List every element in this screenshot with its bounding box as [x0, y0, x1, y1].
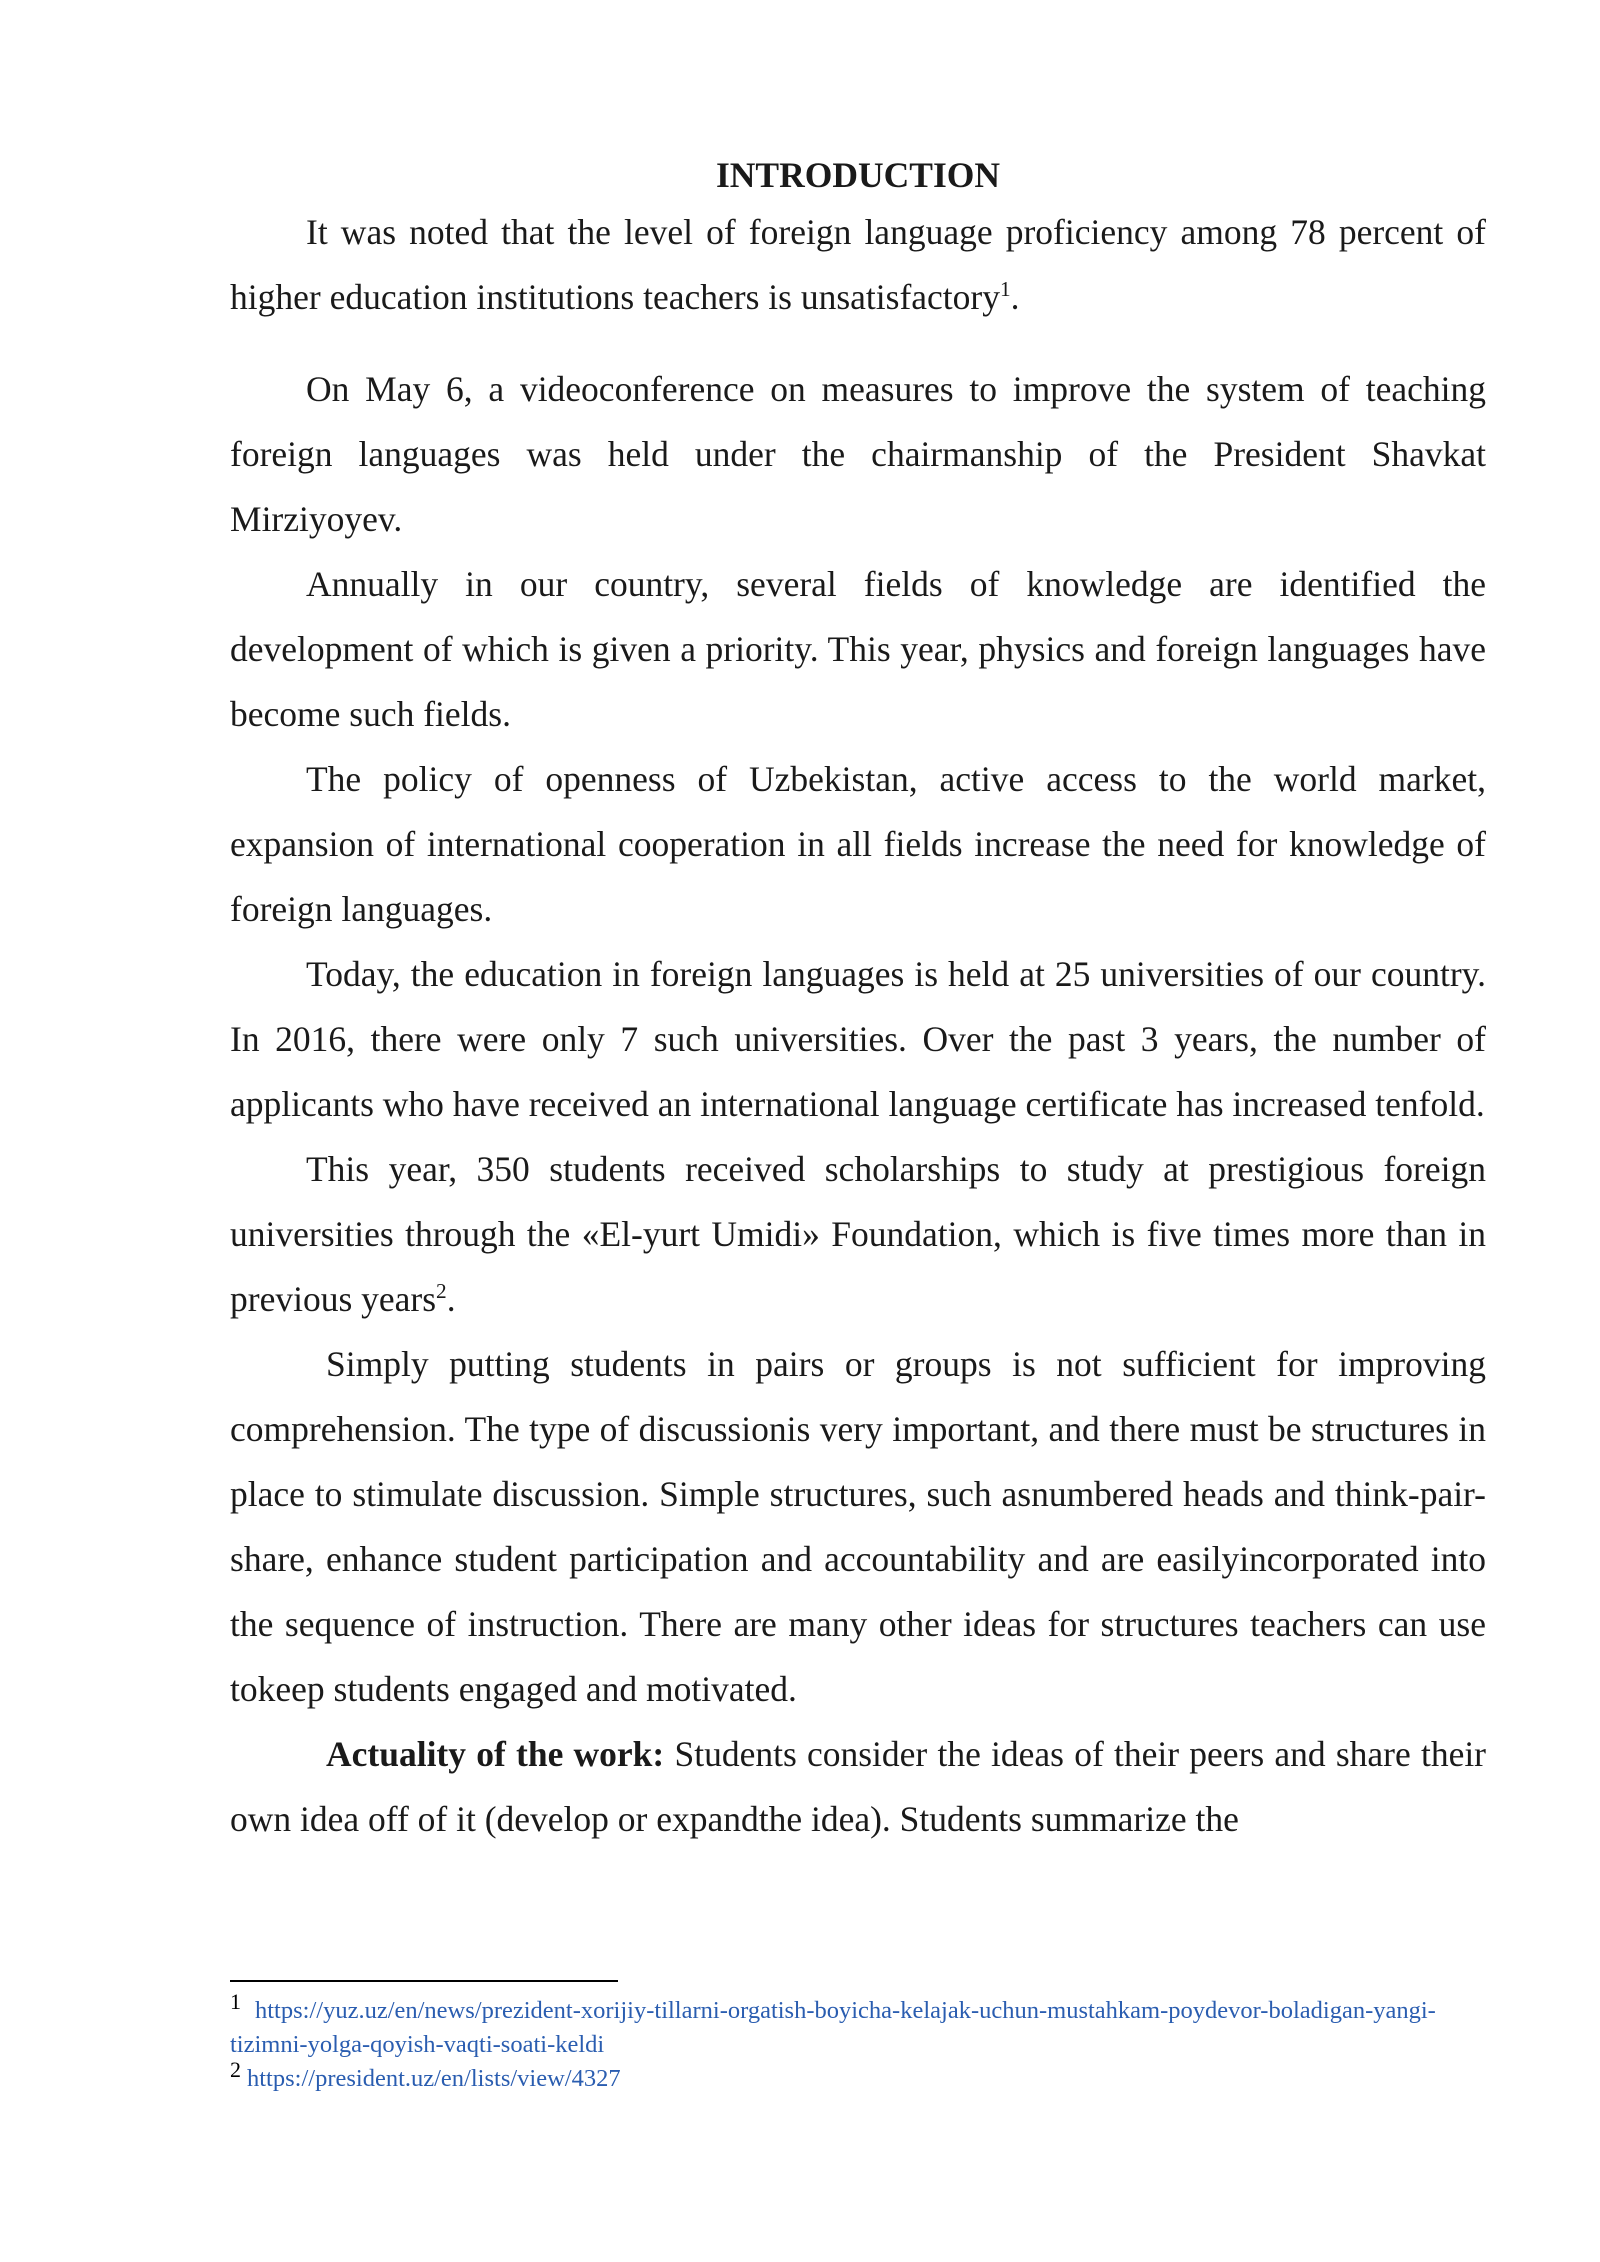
footnote-1: [230, 1988, 1486, 2062]
paragraph-2: On May 6, a videoconference on measures to improve the system of teaching foreign languages was held under the chairmanship of the President Shavkat Mirziyoyev.: [230, 369, 1486, 539]
footnote-2: [230, 2056, 1486, 2096]
footnotes-section: [230, 1980, 1486, 2096]
paragraph-3: Annually in our country, several fields of knowledge are identified the development of which is given a priority. This year, physics and foreign languages have become such fields.: [230, 564, 1486, 734]
paragraph-6-text: This year, 350 students received scholarships to study at prestigious foreign universities through the «El-yurt Umidi» Foundation, which is five times more than in previous years: [230, 1149, 1486, 1319]
actuality-heading: Actuality of the work:: [326, 1734, 665, 1774]
body-content: [230, 150, 1486, 1852]
paragraph-8-text: Students consider the ideas of their peers and share their own idea off of it (develop or expandthe idea). Students summarize the: [230, 1734, 1487, 1839]
paragraph-1-end: .: [1010, 277, 1020, 317]
footnote-separator: [230, 1980, 618, 1982]
paragraph-6: [230, 1137, 1486, 1332]
footnote-link-1[interactable]: https://yuz.uz/en/news/prezident-xorijiy-tillarni-orgatish-boyicha-kelajak-uchun-mustahkam-poydevor-boladigan-yangi-tizimni-yolga-qoyish-vaqti-soati-keldi: [230, 1997, 1436, 2058]
paragraph-7: Simply putting students in pairs or groups is not sufficient for improving comprehension. The type of discussionis very important, and there must be structures in place to stimulate discussion. Simple structures, such asnumbered heads and think-pair-share, enhance student participation and accountability and are easilyincorporated into the sequence of instruction. There are many other ideas for structures teachers can use tokeep students engaged and motivated.: [230, 1344, 1486, 1709]
paragraph-4: The policy of openness of Uzbekistan, active access to the world market, expansion of international cooperation in all fields increase the need for knowledge of foreign languages.: [230, 759, 1486, 929]
paragraph-6-end: .: [446, 1279, 456, 1319]
footnote-ref-1[interactable]: 1: [999, 277, 1011, 302]
paragraph-8: [230, 1722, 1486, 1852]
footnote-number-1: 1: [230, 1988, 241, 2014]
footnote-ref-2[interactable]: 2: [436, 1279, 447, 1304]
paragraph-1: [230, 200, 1486, 330]
footnote-link-2[interactable]: https://president.uz/en/lists/view/4327: [247, 2065, 621, 2092]
paragraph-5: Today, the education in foreign languages is held at 25 universities of our country. In 2016, there were only 7 such universities. Over the past 3 years, the number of applicants who have received an international language certificate has increased tenfold.: [230, 954, 1486, 1124]
page-title: INTRODUCTION: [715, 155, 1001, 195]
footnote-number-2: 2: [230, 2056, 241, 2082]
paragraph-1-text: It was noted that the level of foreign language proficiency among 78 percent of higher education institutions teachers is unsatisfactory: [230, 212, 1486, 317]
